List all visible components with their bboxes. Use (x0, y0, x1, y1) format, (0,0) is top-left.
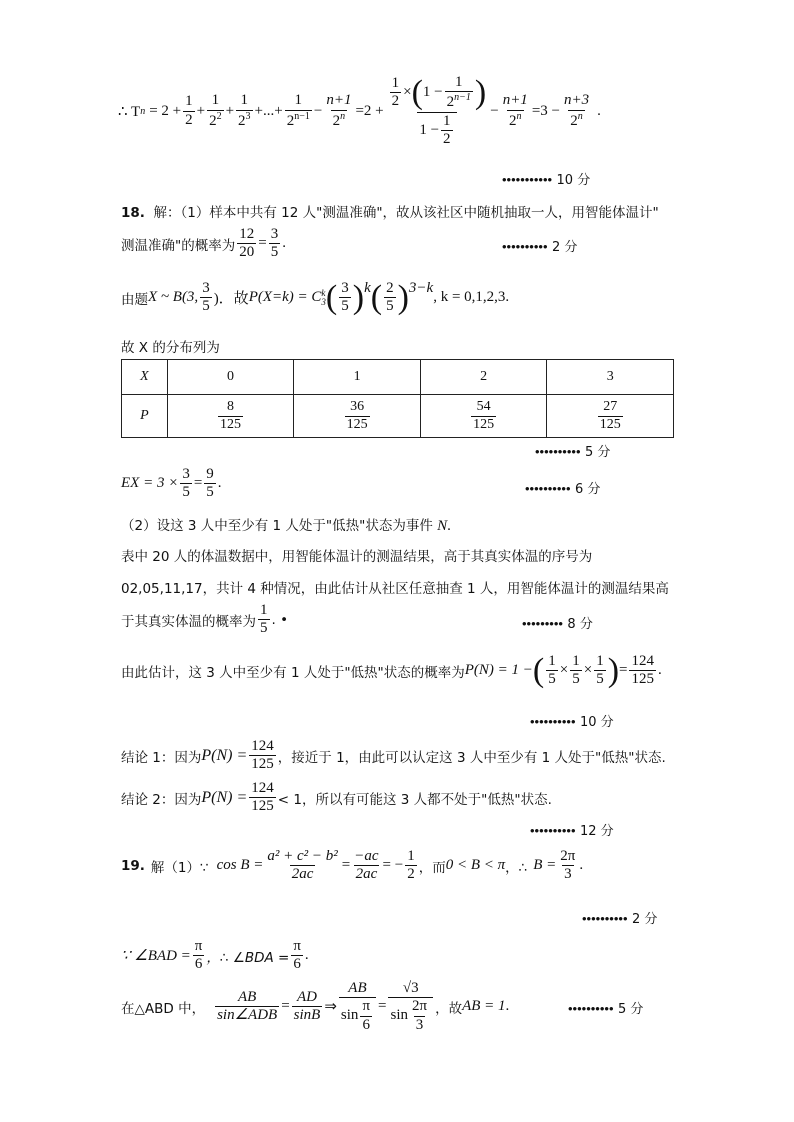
q19-line1: 19. 解（1）∵ cos B = $\frac{\text{a² + c² − b²}}{2ac}$ = $\frac{-ac}{2ac}$ = − $\frac{1}{2}$ ，而 0 < B < π ，∴ B = $\frac{2\pi}{3}$ . (121, 848, 584, 883)
q18-line3: 由题 X ~ B(3, $\frac{3}{5}$ )．故 P(X=k) = C k 3 ( $\frac{3}{5}$ ) k ( $\frac{2}{5}$ ) 3−k , k = 0,1,2,3. (121, 278, 510, 316)
score-10-part2: •••••••••• 10 分 (530, 714, 614, 730)
distribution-table (121, 359, 674, 438)
term-2: $\frac{1}{2^2}$ (209, 92, 222, 129)
geometric-sum: $\frac{1}{2}$ × ( 1 − $\frac{1}{2^{n-1}}$ ) 1 − $\frac{1}{2}$ (391, 73, 487, 147)
term-7: $\frac{n+3}{2^n}$ (563, 92, 590, 129)
conclusion-2: 结论 2：因为 P(N) = $\frac{124}{125}$ < 1，所以有可能这 3 人都不处于"低热"状态. (121, 780, 552, 815)
part2-line5: 由此估计，这 3 人中至少有 1 人处于"低热"状态的概率为 P(N) = 1 − ( $\frac{1}{5}$ × $\frac{1}{5}$ × $\frac{1}{5}$ ) = $\frac{124}{125}$ . (121, 651, 662, 689)
score-6: •••••••••• 6 分 (525, 481, 601, 497)
score-10-top: ••••••••••• 10 分 (502, 172, 591, 188)
term-5: $\frac{n+1}{2^n}$ (326, 92, 352, 129)
table-row: X 0 1 2 3 (122, 360, 674, 395)
term-1: $\frac{1}{2}$ (185, 93, 193, 128)
q18-line2: 测温准确"的概率为 $\frac{12}{20}$ = $\frac{3}{5}$ . (121, 226, 286, 261)
score-5-q19: •••••••••• 5 分 (568, 1001, 644, 1017)
part2-line1: （2）设这 3 人中至少有 1 人处于"低热"状态为事件 N. (121, 518, 451, 534)
q18-line1: 18. 解：（1）样本中共有 12 人"测温准确"，故从该社区中随机抽取一人，用智能体温计" (121, 205, 659, 221)
part2-line3: 02,05,11,17，共计 4 种情况，由此估计从社区任意抽查 1 人，用智能体温计的测温结果高 (121, 581, 669, 597)
part2-line4: 于其真实体温的概率为 $\frac{1}{5}$ . • (121, 602, 289, 637)
term-4: $\frac{1}{2^{n-1}}$ (286, 92, 310, 129)
score-5-table: •••••••••• 5 分 (535, 444, 611, 460)
term-6: $\frac{n+1}{2^n}$ (502, 92, 528, 129)
table-row: P $\frac{8}{125}$ $\frac{36}{125}$ $\frac{54}{125}$ $\frac{27}{125}$ (122, 395, 674, 438)
score-8: ••••••••• 8 分 (522, 616, 593, 632)
q19-angles: ∵ ∠BAD = $\frac{\pi}{6}$ ，∴ ∠BDA = $\frac{\pi}{6}$ . (121, 938, 309, 973)
score-12: •••••••••• 12 分 (530, 823, 614, 839)
conclusion-1: 结论 1：因为 P(N) = $\frac{124}{125}$ ，接近于 1，由此可以认定这 3 人中至少有 1 人处于"低热"状态. (121, 738, 666, 773)
therefore-tn: ∴ T (118, 103, 141, 120)
score-2-q19: •••••••••• 2 分 (582, 911, 658, 927)
term-3: $\frac{1}{2^3}$ (238, 92, 251, 129)
expectation: EX = 3 × $\frac{3}{5}$ = $\frac{9}{5}$ . (121, 466, 222, 501)
q18-line4: 故 X 的分布列为 (121, 340, 220, 356)
score-2-q18: •••••••••• 2 分 (502, 239, 578, 255)
part2-line2: 表中 20 人的体温数据中，用智能体温计的测温结果，高于其真实体温的序号为 (121, 549, 593, 565)
tn-formula: ∴ T n = 2 + $\frac{1}{2}$ + $\frac{1}{2^2}$ + $\frac{1}{2^3}$ +...+ $\frac{1}{2^{n-1}}$ − $\frac{n+1}{2^n}$ =2 + $\frac{1}{2}$ × ( 1 − $\frac{1}{2^{n-1}}$ ) 1 − $\frac{1}{2}$ − $\frac{n+1}{2^n}$ =3 − $\frac{n+3}{2^n}$ . (118, 73, 601, 147)
q19-sine-law: 在△ABD 中， $\frac{AB}{\text{sin∠ADB}}$ = $\frac{AD}{\sin B}$ ⇒ AB sin $\frac{\pi}{6}$ = √3 sin $\frac{2\pi}{3}$ ，故 AB = 1 . (121, 980, 510, 1033)
